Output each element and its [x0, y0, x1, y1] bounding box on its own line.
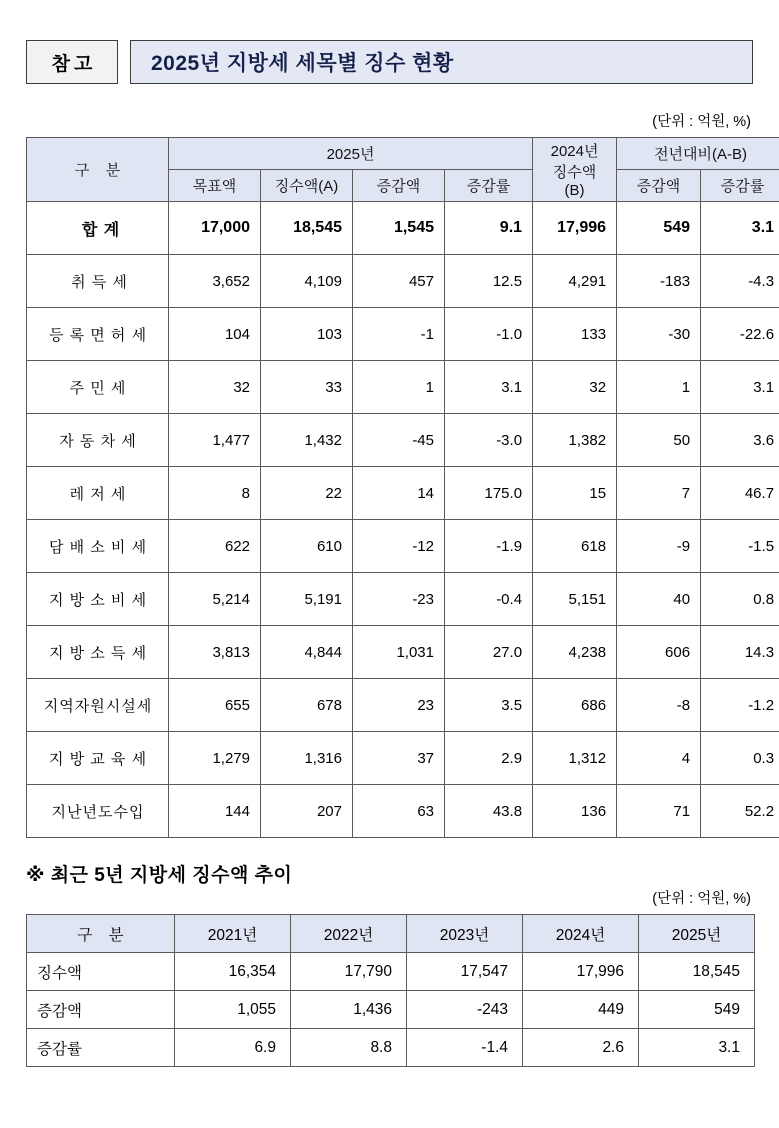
row-label: 지 방 소 득 세 — [27, 626, 169, 679]
page-title: 2025년 지방세 세목별 징수 현황 — [130, 40, 753, 84]
cell-collected: 33 — [261, 361, 353, 414]
row-label: 레 저 세 — [27, 467, 169, 520]
table-header-row-1 — [27, 138, 779, 170]
table-row — [27, 991, 755, 1029]
table-row — [27, 732, 779, 785]
trend-header-2024: 2024년 — [523, 915, 639, 953]
trend-header-row — [27, 915, 755, 953]
cell-collected: 678 — [261, 679, 353, 732]
header-prev-line2: 징수액 — [552, 164, 597, 181]
table-row — [27, 626, 779, 679]
header-compare: 전년대비(A-B) — [617, 138, 779, 170]
table-row — [27, 467, 779, 520]
header-collected-a: 징수액(A) — [261, 170, 353, 202]
cell-change-rate: 27.0 — [445, 626, 533, 679]
row-label: 징수액 — [27, 953, 175, 991]
cell-compare-rate: 3.1 — [701, 361, 779, 414]
header-compare-amount: 증감액 — [617, 170, 701, 202]
cell-change-rate: -0.4 — [445, 573, 533, 626]
cell-change-amount: 1,031 — [353, 626, 445, 679]
cell-2025: 18,545 — [639, 953, 755, 991]
cell-change-rate: 3.5 — [445, 679, 533, 732]
cell-2025: 3.1 — [639, 1029, 755, 1067]
cell-compare-amount: 1 — [617, 361, 701, 414]
cell-compare-amount: -183 — [617, 255, 701, 308]
cell-compare-rate: 14.3 — [701, 626, 779, 679]
cell-compare-amount: -9 — [617, 520, 701, 573]
trend-header-2022: 2022년 — [291, 915, 407, 953]
row-label: 지난년도수입 — [27, 785, 169, 838]
cell-prev: 32 — [533, 361, 617, 414]
cell-change-amount: 37 — [353, 732, 445, 785]
cell-2022: 8.8 — [291, 1029, 407, 1067]
cell-change-amount: 63 — [353, 785, 445, 838]
cell-compare-amount: 50 — [617, 414, 701, 467]
trend-table-unit-note: (단위 : 억원, %) — [652, 891, 751, 907]
cell-target: 17,000 — [169, 202, 261, 255]
reference-tag: 참고 — [26, 40, 118, 84]
table-row — [27, 785, 779, 838]
cell-2024: 2.6 — [523, 1029, 639, 1067]
cell-collected: 22 — [261, 467, 353, 520]
cell-compare-rate: -1.2 — [701, 679, 779, 732]
row-label: 지 방 교 육 세 — [27, 732, 169, 785]
cell-collected: 207 — [261, 785, 353, 838]
cell-compare-amount: 606 — [617, 626, 701, 679]
cell-compare-amount: -8 — [617, 679, 701, 732]
cell-prev: 4,291 — [533, 255, 617, 308]
header-prev-line3: (B) — [564, 182, 585, 199]
cell-compare-rate: 0.8 — [701, 573, 779, 626]
cell-change-amount: 14 — [353, 467, 445, 520]
table-row — [27, 414, 779, 467]
cell-change-amount: 1,545 — [353, 202, 445, 255]
header-gubun: 구 분 — [27, 138, 169, 202]
table-row — [27, 1029, 755, 1067]
trend-header-2023: 2023년 — [407, 915, 523, 953]
cell-2022: 17,790 — [291, 953, 407, 991]
cell-change-amount: 1 — [353, 361, 445, 414]
cell-target: 8 — [169, 467, 261, 520]
cell-change-amount: -45 — [353, 414, 445, 467]
cell-target: 3,813 — [169, 626, 261, 679]
cell-2022: 1,436 — [291, 991, 407, 1029]
cell-change-rate: 12.5 — [445, 255, 533, 308]
cell-collected: 103 — [261, 308, 353, 361]
cell-compare-rate: 3.1 — [701, 202, 779, 255]
cell-prev: 133 — [533, 308, 617, 361]
trend-header-2021: 2021년 — [175, 915, 291, 953]
header-prev-line1: 2024년 — [550, 143, 599, 160]
row-label: 증감액 — [27, 991, 175, 1029]
cell-change-rate: 3.1 — [445, 361, 533, 414]
cell-collected: 4,844 — [261, 626, 353, 679]
cell-change-amount: 23 — [353, 679, 445, 732]
cell-prev: 136 — [533, 785, 617, 838]
cell-prev: 686 — [533, 679, 617, 732]
table-row — [27, 679, 779, 732]
main-table-unit-note: (단위 : 억원, %) — [652, 114, 751, 130]
cell-2021: 16,354 — [175, 953, 291, 991]
header-compare-rate: 증감률 — [701, 170, 779, 202]
cell-2023: -1.4 — [407, 1029, 523, 1067]
cell-change-rate: -1.9 — [445, 520, 533, 573]
trend-section-title: ※ 최근 5년 지방세 징수액 추이 — [26, 865, 293, 886]
cell-change-amount: -1 — [353, 308, 445, 361]
cell-2024: 17,996 — [523, 953, 639, 991]
cell-target: 5,214 — [169, 573, 261, 626]
cell-target: 1,279 — [169, 732, 261, 785]
table-row — [27, 573, 779, 626]
cell-prev: 5,151 — [533, 573, 617, 626]
cell-collected: 1,432 — [261, 414, 353, 467]
cell-2025: 549 — [639, 991, 755, 1029]
row-label: 등 록 면 허 세 — [27, 308, 169, 361]
table-row — [27, 520, 779, 573]
row-label: 주 민 세 — [27, 361, 169, 414]
cell-change-rate: 9.1 — [445, 202, 533, 255]
cell-prev: 1,312 — [533, 732, 617, 785]
row-label: 합 계 — [27, 202, 169, 255]
cell-2023: -243 — [407, 991, 523, 1029]
cell-target: 144 — [169, 785, 261, 838]
cell-collected: 610 — [261, 520, 353, 573]
trend-header-gubun: 구 분 — [27, 915, 175, 953]
cell-collected: 1,316 — [261, 732, 353, 785]
cell-prev: 1,382 — [533, 414, 617, 467]
cell-compare-amount: 7 — [617, 467, 701, 520]
trend-header-2025: 2025년 — [639, 915, 755, 953]
cell-target: 3,652 — [169, 255, 261, 308]
cell-2024: 449 — [523, 991, 639, 1029]
cell-compare-amount: 549 — [617, 202, 701, 255]
table-row — [27, 202, 779, 255]
cell-compare-rate: 3.6 — [701, 414, 779, 467]
cell-change-amount: -23 — [353, 573, 445, 626]
table-row — [27, 953, 755, 991]
cell-prev: 4,238 — [533, 626, 617, 679]
cell-2021: 1,055 — [175, 991, 291, 1029]
row-label: 증감률 — [27, 1029, 175, 1067]
cell-compare-rate: 0.3 — [701, 732, 779, 785]
cell-compare-rate: -22.6 — [701, 308, 779, 361]
cell-prev: 17,996 — [533, 202, 617, 255]
cell-change-rate: 43.8 — [445, 785, 533, 838]
row-label: 지역자원시설세 — [27, 679, 169, 732]
cell-change-rate: -1.0 — [445, 308, 533, 361]
cell-target: 1,477 — [169, 414, 261, 467]
header-change-amount: 증감액 — [353, 170, 445, 202]
header-change-rate: 증감률 — [445, 170, 533, 202]
cell-change-amount: 457 — [353, 255, 445, 308]
cell-compare-amount: 71 — [617, 785, 701, 838]
cell-compare-rate: 46.7 — [701, 467, 779, 520]
cell-target: 655 — [169, 679, 261, 732]
table-row — [27, 361, 779, 414]
cell-change-rate: 2.9 — [445, 732, 533, 785]
five-year-trend-table — [26, 914, 755, 1067]
cell-compare-amount: 40 — [617, 573, 701, 626]
cell-change-rate: 175.0 — [445, 467, 533, 520]
cell-collected: 18,545 — [261, 202, 353, 255]
header-target: 목표액 — [169, 170, 261, 202]
cell-collected: 5,191 — [261, 573, 353, 626]
row-label: 담 배 소 비 세 — [27, 520, 169, 573]
table-row — [27, 255, 779, 308]
row-label: 취 득 세 — [27, 255, 169, 308]
row-label: 자 동 차 세 — [27, 414, 169, 467]
cell-prev: 15 — [533, 467, 617, 520]
cell-target: 32 — [169, 361, 261, 414]
cell-compare-amount: -30 — [617, 308, 701, 361]
cell-compare-rate: 52.2 — [701, 785, 779, 838]
row-label: 지 방 소 비 세 — [27, 573, 169, 626]
table-row — [27, 308, 779, 361]
cell-collected: 4,109 — [261, 255, 353, 308]
page-header — [26, 40, 753, 84]
cell-compare-rate: -4.3 — [701, 255, 779, 308]
cell-change-amount: -12 — [353, 520, 445, 573]
header-year-2025: 2025년 — [169, 138, 533, 170]
cell-2021: 6.9 — [175, 1029, 291, 1067]
cell-change-rate: -3.0 — [445, 414, 533, 467]
cell-target: 622 — [169, 520, 261, 573]
cell-compare-amount: 4 — [617, 732, 701, 785]
cell-prev: 618 — [533, 520, 617, 573]
cell-compare-rate: -1.5 — [701, 520, 779, 573]
cell-target: 104 — [169, 308, 261, 361]
cell-2023: 17,547 — [407, 953, 523, 991]
tax-collection-table — [26, 137, 779, 838]
header-prev-collected — [533, 138, 617, 202]
